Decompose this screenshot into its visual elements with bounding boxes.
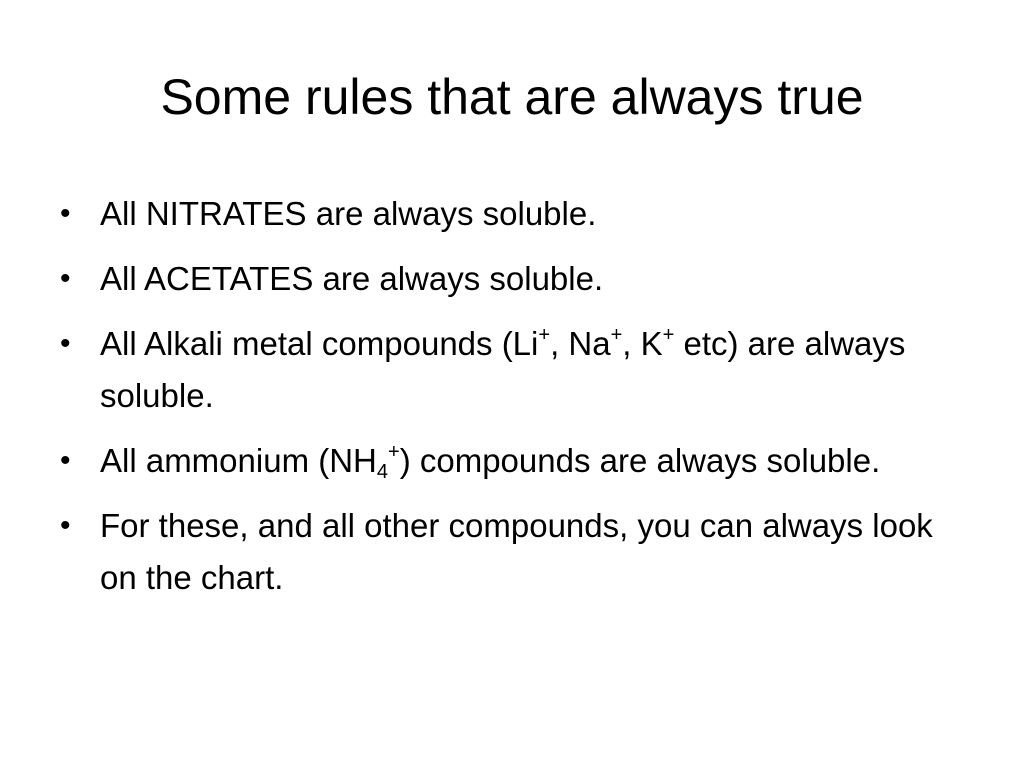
bullet-dot-icon: • — [60, 327, 71, 360]
bullet-alkali-metals — [58, 318, 958, 422]
slide-title: Some rules that are always true — [160, 69, 864, 125]
superscript-charge: + — [538, 324, 551, 346]
superscript-charge: + — [610, 324, 623, 346]
bullet-text: For these, and all other compounds, you can always look on the chart. — [100, 507, 933, 596]
bullet-list — [58, 188, 958, 617]
superscript-charge: + — [388, 441, 400, 463]
bullet-text: All NITRATES are always soluble. — [100, 195, 597, 232]
superscript-charge: + — [662, 324, 675, 346]
bullet-nitrates — [58, 188, 958, 240]
bullet-text: All ACETATES are always soluble. — [100, 260, 604, 297]
bullet-dot-icon: • — [60, 197, 71, 230]
bullet-chart-note — [58, 500, 958, 604]
bullet-ammonium — [58, 435, 958, 487]
bullet-text: All Alkali metal compounds (Li+, Na+, K+ etc) are always soluble. — [100, 324, 906, 414]
bullet-dot-icon: • — [60, 444, 71, 477]
subscript-count: 4 — [376, 461, 388, 483]
bullet-dot-icon: • — [60, 509, 71, 542]
bullet-acetates — [58, 253, 958, 305]
bullet-dot-icon: • — [60, 262, 71, 295]
bullet-text: All ammonium $(NH_4^+)$ compounds are always soluble. — [100, 441, 881, 483]
